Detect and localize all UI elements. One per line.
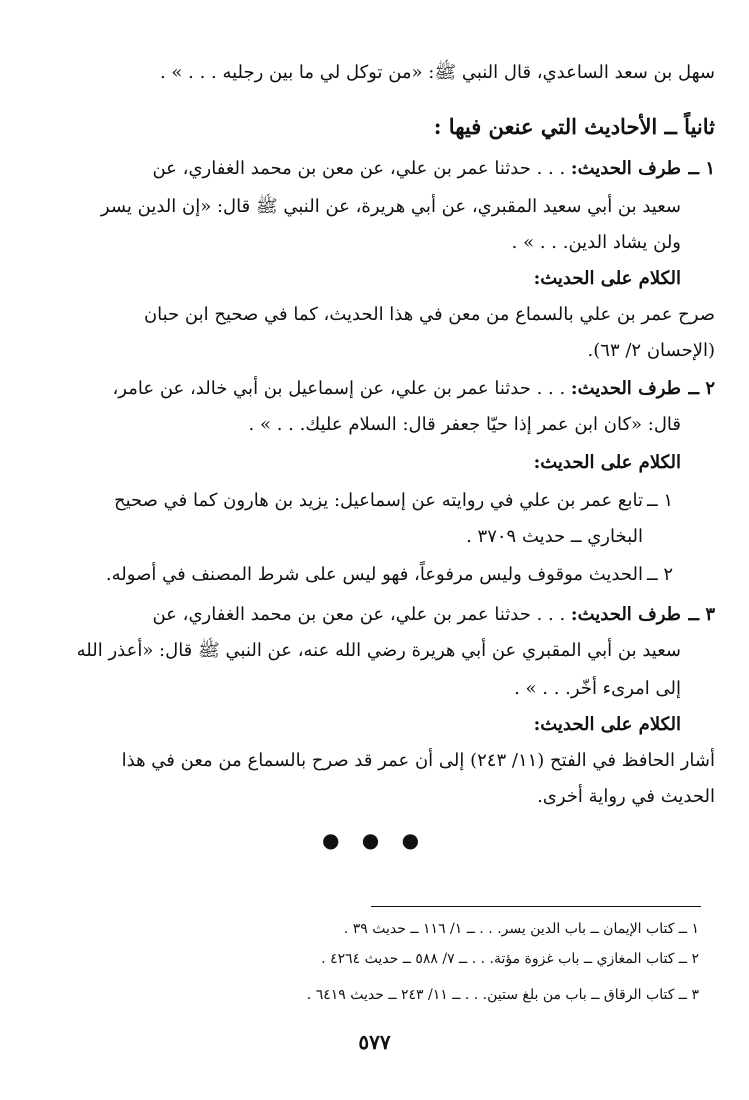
hadith-label: طرف الحديث:: [570, 604, 681, 625]
discussion-label: الكلام على الحديث:: [533, 714, 681, 735]
discussion-line: صرح عمر بن علي بالسماع من معن في هذا الحديث، كما في صحيح ابن حبان: [143, 304, 715, 325]
page-number: ٥٧٧: [358, 1030, 391, 1054]
hadith-label: طرف الحديث:: [570, 378, 681, 399]
hadith-text: . . . حدثنا عمر بن علي، عن معن بن محمد الغفاري، عن: [152, 158, 566, 179]
point-number: ١ ــ: [647, 490, 673, 511]
point-number: ٢ ــ: [647, 564, 673, 585]
text-line: سهل بن سعد الساعدي، قال النبي ﷺ: «من توكل لي ما بين رجليه . . . » .: [159, 62, 715, 83]
discussion-line: البخاري ــ حديث ٣٧٠٩ .: [466, 526, 643, 547]
item-number: ١ ــ: [688, 158, 715, 179]
hadith-line: قال: «كان ابن عمر إذا حيّا جعفر قال: السلام عليك. . . » .: [248, 414, 681, 435]
hadith-line: [34, 374, 681, 404]
discussion-line: الحديث في رواية أخرى.: [537, 786, 715, 807]
item-number: ٢ ــ: [688, 378, 715, 399]
hadith-label: طرف الحديث:: [570, 158, 681, 179]
discussion-label: الكلام على الحديث:: [533, 268, 681, 289]
hadith-text: . . . حدثنا عمر بن علي، عن معن بن محمد الغفاري، عن: [152, 604, 566, 625]
discussion-line: أشار الحافظ في الفتح (١١/ ٢٤٣) إلى أن عمر قد صرح بالسماع من معن في هذا: [121, 750, 715, 771]
hadith-line: إلى امرىء أخّر. . . » .: [514, 678, 681, 699]
section-separator: ● ● ●: [321, 828, 428, 852]
hadith-text: . . . حدثنا عمر بن علي، عن إسماعيل بن أبي خالد، عن عامر،: [112, 378, 566, 399]
discussion-line: تابع عمر بن علي في روايته عن إسماعيل: يزيد بن هارون كما في صحيح: [113, 490, 643, 511]
footnote: ١ ــ كتاب الإيمان ــ باب الدين يسر. . . ــ ١/ ١١٦ ــ حديث ٣٩ .: [343, 921, 699, 937]
section-heading: ثانياً ــ الأحاديث التي عنعن فيها :: [433, 114, 715, 139]
item-number: ٣ ــ: [688, 604, 715, 625]
footnote: ٣ ــ كتاب الرقاق ــ باب من بلغ ستين. . . ــ ١١/ ٢٤٣ ــ حديث ٦٤١٩ .: [306, 987, 699, 1003]
hadith-line: [34, 154, 681, 184]
hadith-line: سعيد بن أبي سعيد المقبري، عن أبي هريرة، عن النبي ﷺ قال: «إن الدين يسر: [100, 196, 681, 217]
discussion-line: الحديث موقوف وليس مرفوعاً، فهو ليس على شرط المصنف في أصوله.: [105, 564, 643, 585]
footnote-rule: [371, 906, 701, 907]
hadith-line: ولن يشاد الدين. . . » .: [511, 232, 681, 253]
discussion-line: (الإحسان ٢/ ٦٣).: [587, 340, 715, 361]
hadith-line: سعيد بن أبي المقبري عن أبي هريرة رضي الله عنه، عن النبي ﷺ قال: «أعذر الله: [76, 640, 681, 661]
discussion-label: الكلام على الحديث:: [533, 452, 681, 473]
hadith-line: [34, 600, 681, 630]
footnote: ٢ ــ كتاب المغازي ــ باب غزوة مؤتة. . . ــ ٧/ ٥٨٨ ــ حديث ٤٢٦٤ .: [321, 951, 699, 967]
